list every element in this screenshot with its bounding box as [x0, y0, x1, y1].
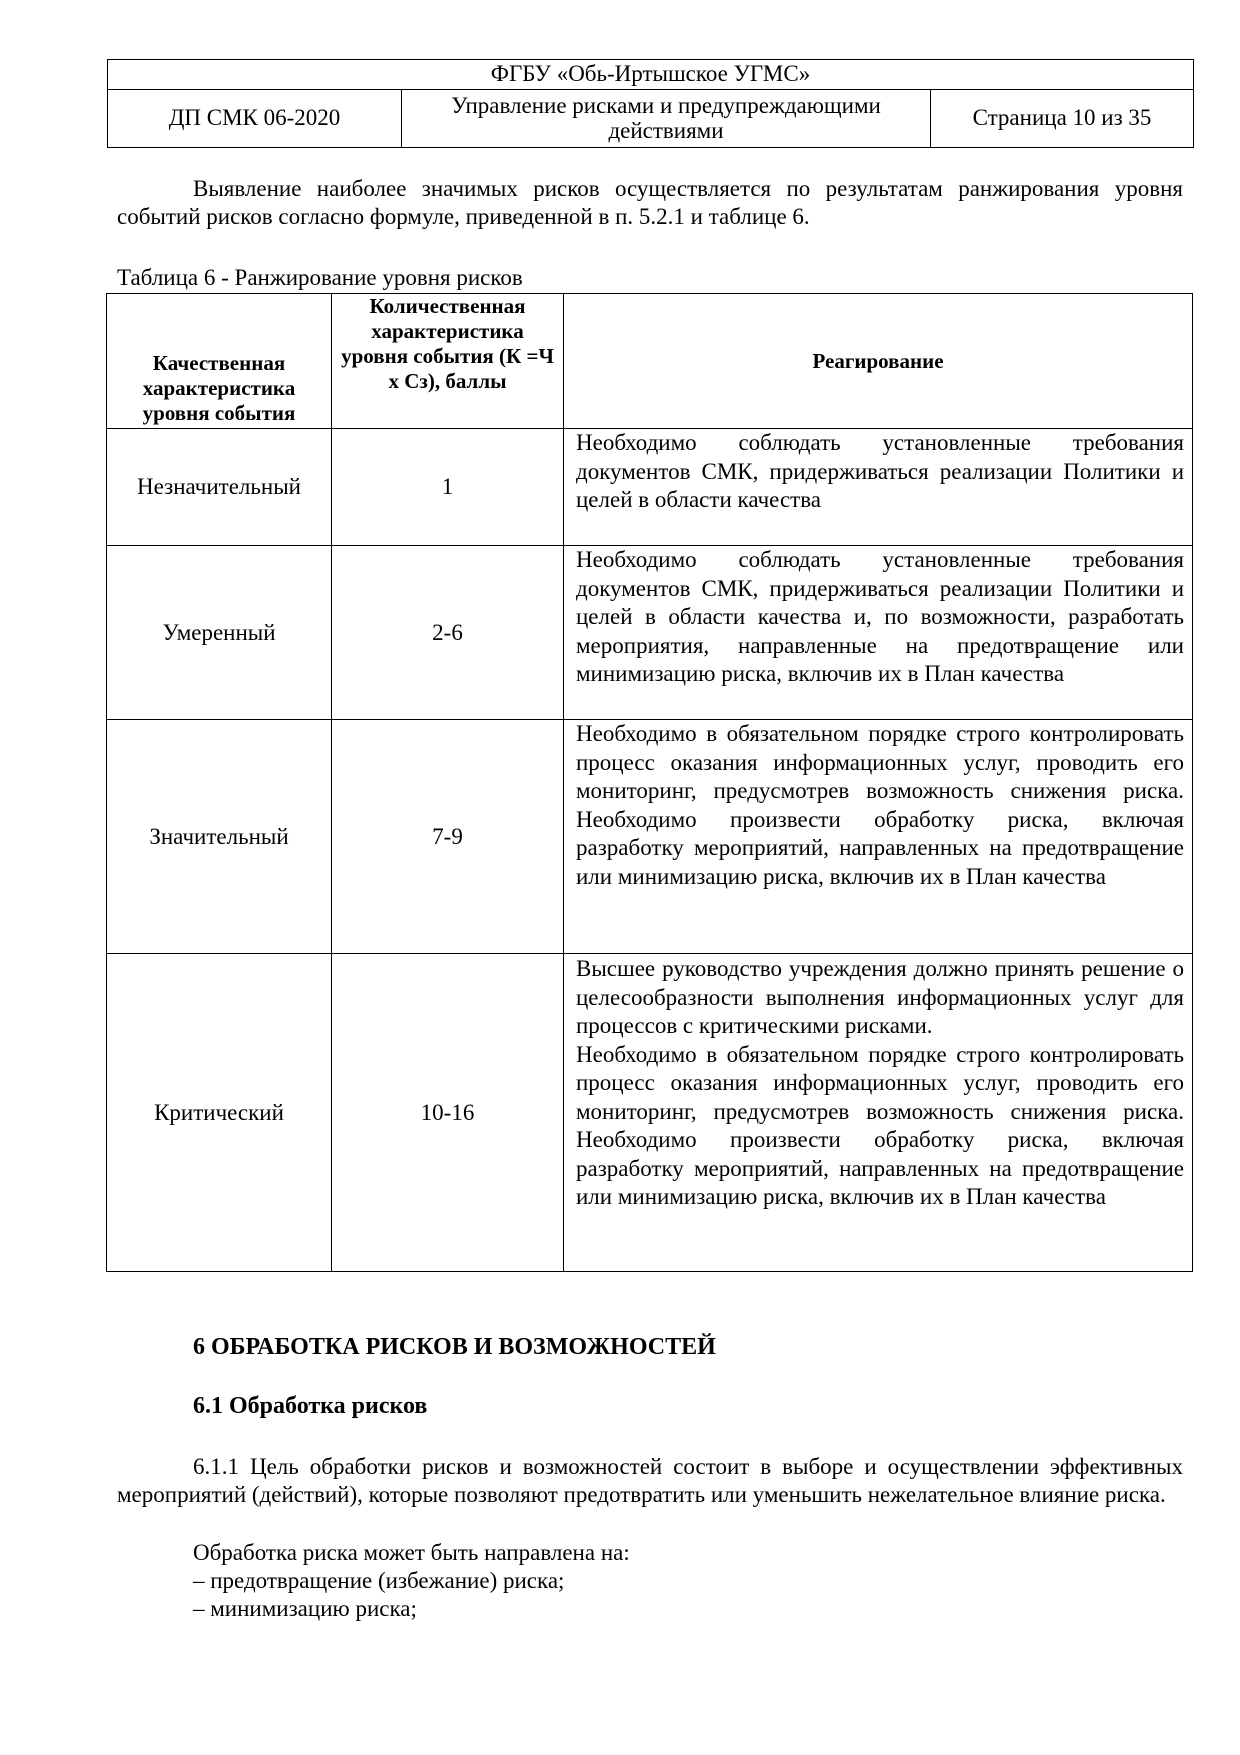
response-text: Необходимо в обязательном порядке строго контролировать процесс оказания информационных услуг, проводить его мониторинг, предусмотрев возможность снижения риска. Необходимо произвести обработку риска, включая разработку мероприятий, направленных на предотвращение или минимизацию риска, включив их в План качества	[576, 1041, 1184, 1209]
response-text: Необходимо соблюдать установленные требования документов СМК, придерживаться реализации Политики и целей в области качества и, по возможности, разработать мероприятия, направленные на предотвращение или минимизацию риска, включив их в План качества	[576, 547, 1184, 686]
text-line: – минимизацию риска;	[193, 1596, 417, 1621]
risk-ranking-table	[106, 293, 1193, 1272]
intro-paragraph: Выявление наиболее значимых рисков осуществляется по результатам ранжирования уровня событий рисков согласно формуле, приведенной в п. 5.2.1 и таблице 6.	[117, 176, 1183, 229]
document-header	[107, 59, 1194, 148]
section-heading: 6 ОБРАБОТКА РИСКОВ И ВОЗМОЖНОСТЕЙ	[193, 1334, 716, 1360]
page-number: Страница 10 из 35	[931, 90, 1194, 148]
level-cell: Значительный	[107, 720, 332, 954]
column-header-response: Реагирование	[564, 294, 1193, 429]
level-cell: Критический	[107, 954, 332, 1272]
response-cell	[564, 546, 1193, 720]
table-row	[107, 720, 1193, 954]
score-cell: 1	[332, 429, 564, 546]
document-title: Управление рисками и предупреждающими действиями	[402, 90, 931, 148]
response-cell	[564, 954, 1193, 1272]
paragraph-6-1-1: 6.1.1 Цель обработки рисков и возможностей состоит в выборе и осуществлении эффективных мероприятий (действий), которые позволяют предотвратить или уменьшить нежелательное влияние риска.	[117, 1454, 1183, 1507]
organization-name: ФГБУ «Обь-Иртышское УГМС»	[108, 60, 1194, 90]
column-header-level: Качественная характеристика уровня события	[107, 294, 332, 429]
level-cell: Умеренный	[107, 546, 332, 720]
response-cell	[564, 429, 1193, 546]
table-caption: Таблица 6 - Ранжирование уровня рисков	[117, 265, 523, 290]
table-row	[107, 954, 1193, 1272]
table-header-row	[107, 294, 1193, 429]
score-cell: 2-6	[332, 546, 564, 720]
subsection-heading: 6.1 Обработка рисков	[193, 1393, 428, 1419]
text-line: – предотвращение (избежание) риска;	[193, 1568, 565, 1593]
table-row	[107, 546, 1193, 720]
score-cell: 10-16	[332, 954, 564, 1272]
response-text: Необходимо в обязательном порядке строго контролировать процесс оказания информационных услуг, проводить его мониторинг, предусмотрев возможность снижения риска. Необходимо произвести обработку риска, включая разработку мероприятий, направленных на предотвращение или минимизацию риска, включив их в План качества	[576, 721, 1184, 889]
document-code: ДП СМК 06-2020	[108, 90, 402, 148]
score-cell: 7-9	[332, 720, 564, 954]
response-text: Высшее руководство учреждения должно принять решение о целесообразности выполнения информационных услуг для процессов с критическими рисками.	[576, 956, 1184, 1038]
table-row	[107, 429, 1193, 546]
response-text: Необходимо соблюдать установленные требования документов СМК, придерживаться реализации Политики и целей в области качества	[576, 430, 1184, 512]
text-line: Обработка риска может быть направлена на:	[193, 1540, 630, 1565]
level-cell: Незначительный	[107, 429, 332, 546]
response-cell	[564, 720, 1193, 954]
column-header-score: Количественная характеристика уровня события (К =Ч х Сз), баллы	[332, 294, 564, 429]
